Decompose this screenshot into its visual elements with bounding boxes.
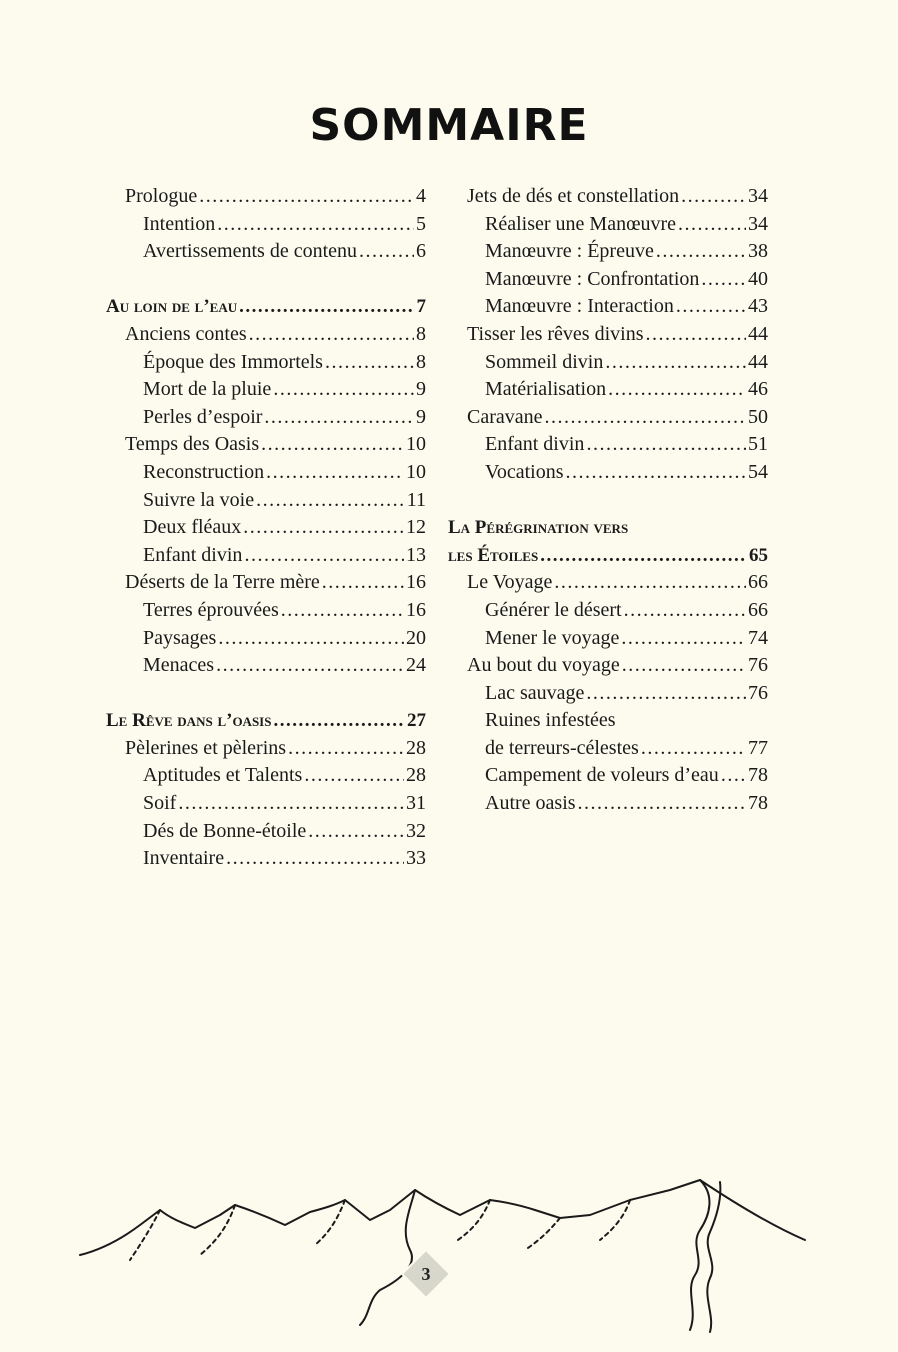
dot-leader [325,349,414,377]
toc-entry-page: 12 [406,516,426,539]
toc-entry-label: Avertissements de contenu [143,240,358,263]
toc-entry-page: 54 [748,460,768,483]
toc-entry[interactable] [448,321,768,349]
toc-entry-label: Autre oasis [485,792,576,815]
toc-entry[interactable] [106,625,426,653]
toc-entry-page: 7 [416,296,426,318]
toc-entry[interactable] [448,211,768,239]
toc-entry-page: 9 [416,378,426,401]
toc-entry-label: Le Voyage [467,571,553,594]
toc-entry-label: Mort de la pluie [143,378,272,401]
toc-entry-page: 44 [748,322,768,345]
toc-entry-label: Temps des Oasis [125,433,260,456]
toc-entry-page: 5 [416,212,426,235]
toc-entry-page: 11 [406,488,426,511]
dot-leader [566,459,746,487]
toc-entry[interactable] [448,266,768,294]
toc-entry-label: Anciens contes [125,322,247,345]
dot-leader [608,376,746,404]
toc-entry[interactable] [448,183,768,211]
toc-entry-page: 74 [748,626,768,649]
toc-entry-page: 66 [748,571,768,594]
dot-leader [256,487,405,515]
toc-entry-label: Paysages [143,626,217,649]
toc-entry[interactable] [106,514,426,542]
toc-entry-page: 13 [406,543,426,566]
dot-leader [554,569,746,597]
toc-entry[interactable] [448,625,768,653]
dot-leader [359,238,414,266]
toc-entry[interactable] [448,680,768,708]
toc-entry[interactable] [106,818,426,846]
dot-leader [281,597,404,625]
dot-leader [578,790,746,818]
toc-entry-page: 10 [406,433,426,456]
toc-entry-label: Manœuvre : Interaction [485,295,674,318]
dot-leader [322,569,404,597]
toc-entry-page: 43 [748,295,768,318]
dot-leader [545,404,746,432]
toc-entry[interactable] [448,238,768,266]
dot-leader [622,652,746,680]
toc-entry-page: 76 [748,681,768,704]
dot-leader [308,818,404,846]
toc-entry-page: 33 [406,847,426,870]
toc-entry[interactable] [448,597,768,625]
toc-entry-label: de terreurs-célestes [485,736,639,759]
dot-leader [645,321,746,349]
toc-entry-label: Vocations [485,460,564,483]
dot-leader [678,211,746,239]
dot-leader [605,349,746,377]
toc-entry-label: La Pérégrination vers [448,517,629,539]
toc-entry-page: 46 [748,378,768,401]
toc-entry-label: Déserts de la Terre mère [125,571,320,594]
dot-leader [624,597,746,625]
dot-leader [681,183,746,211]
toc-entry-label: Époque des Immortels [143,350,323,373]
dot-leader [217,211,414,239]
toc-entry[interactable] [448,652,768,680]
toc-entry-label: Sommeil divin [485,350,604,373]
toc-entry-page: 78 [748,792,768,815]
toc-entry-page: 38 [748,240,768,263]
dot-leader [249,321,414,349]
toc-entry[interactable] [106,459,426,487]
toc-entry[interactable] [106,431,426,459]
dot-leader [244,542,404,570]
page-title: SOMMAIRE [309,100,589,151]
dot-leader [264,404,414,432]
toc-entry-label: Deux fléaux [143,516,242,539]
toc-entry-page: 28 [406,736,426,759]
toc-entry[interactable] [448,762,768,790]
toc-entry[interactable] [448,404,768,432]
toc-entry-label: les Étoiles [448,544,539,566]
toc-entry-page: 16 [406,571,426,594]
toc-entry-page: 28 [406,764,426,787]
toc-entry[interactable] [106,542,426,570]
dot-leader [199,183,414,211]
toc-entry-page: 76 [748,654,768,677]
toc-entry[interactable] [106,735,426,763]
toc-entry-label: Soif [143,792,177,815]
toc-entry[interactable] [448,735,768,763]
toc-spacer [106,266,426,294]
toc-entry-page: 4 [416,185,426,207]
dot-leader [540,542,747,570]
dot-leader [304,762,404,790]
dot-leader [226,845,404,873]
toc-entry[interactable] [448,431,768,459]
toc-entry[interactable] [106,569,426,597]
toc-entry-label: Menaces [143,654,215,677]
toc-entry[interactable] [106,487,426,515]
toc-entry-label: Campement de voleurs d’eau [485,764,719,787]
toc-entry-label: Au bout du voyage [467,654,620,677]
toc-entry[interactable] [448,707,768,735]
toc-entry-page: 9 [416,405,426,428]
toc-entry[interactable] [106,376,426,404]
toc-entry-label: Dés de Bonne-étoile [143,819,307,842]
dot-leader [273,376,414,404]
toc-entry-label: Mener le voyage [485,626,620,649]
toc-entry-label: Reconstruction [143,460,265,483]
toc-entry-label: Réaliser une Manœuvre [485,212,677,235]
toc-entry-page: 51 [748,433,768,456]
toc-entry[interactable] [106,652,426,680]
toc-entry-page: 78 [748,764,768,787]
toc-entry[interactable] [106,404,426,432]
dot-leader [586,431,746,459]
toc-entry[interactable] [106,790,426,818]
toc-entry-label: Le Rêve dans l’oasis [106,710,272,732]
toc-section-heading[interactable] [448,514,768,542]
toc-entry-page: 32 [406,819,426,842]
toc-entry-label: Inventaire [143,847,225,870]
dot-leader [586,680,746,708]
toc-entry-label: Enfant divin [143,543,243,566]
toc-spacer [106,680,426,708]
dot-leader [273,707,405,735]
toc-entry-label: Caravane [467,405,543,428]
dot-leader [701,266,746,294]
toc-entry[interactable] [106,349,426,377]
toc-entry[interactable] [106,211,426,239]
toc-entry-page: 8 [416,350,426,373]
toc-entry[interactable] [106,845,426,873]
page-number: 3 [421,1264,431,1284]
dot-leader [641,735,746,763]
dot-leader [261,431,404,459]
toc-entry-page: 65 [749,544,768,566]
toc-entry-label: Terres éprouvées [143,598,279,621]
toc-section-heading[interactable] [106,707,426,735]
toc-entry[interactable] [448,569,768,597]
toc-spacer [448,487,768,515]
dot-leader [178,790,404,818]
toc-entry-page: 40 [748,267,768,290]
toc-column-right [448,183,768,818]
toc-entry-page: 44 [748,350,768,373]
dot-leader [676,293,746,321]
toc-entry[interactable] [106,597,426,625]
dot-leader [216,652,404,680]
toc-entry-label: Enfant divin [485,433,585,456]
toc-entry-label: Suivre la voie [143,488,255,511]
toc-entry-label: Générer le désert [485,598,622,621]
dot-leader [266,459,404,487]
toc-entry[interactable] [106,762,426,790]
toc-entry-page: 24 [406,654,426,677]
toc-entry-label: Intention [143,212,216,235]
toc-entry-page: 10 [406,460,426,483]
toc-entry-label: Manœuvre : Confrontation [485,267,700,290]
toc-column-left [106,183,426,873]
dot-leader [239,293,414,321]
dot-leader [656,238,746,266]
toc-entry-label: Jets de dés et constellation [467,185,680,207]
dot-leader [721,762,746,790]
toc-entry[interactable] [106,321,426,349]
toc-entry-label: Perles d’espoir [143,405,263,428]
toc-entry[interactable] [448,376,768,404]
toc-section-heading[interactable] [106,293,426,321]
toc-entry-page: 16 [406,598,426,621]
toc-section-heading[interactable] [448,542,768,570]
toc-entry-page: 6 [416,240,426,263]
dot-leader [288,735,404,763]
toc-entry[interactable] [448,459,768,487]
dot-leader [243,514,404,542]
toc-entry-page: 8 [416,322,426,345]
toc-entry-page: 34 [748,185,768,207]
dot-leader [621,625,746,653]
toc-entry-page: 20 [406,626,426,649]
toc-entry-page: 66 [748,598,768,621]
dot-leader [218,625,404,653]
toc-entry-label: Au loin de l’eau [106,296,238,318]
toc-entry-page: 50 [748,405,768,428]
toc-entry-label: Manœuvre : Épreuve [485,240,654,263]
toc-entry-label: Lac sauvage [485,681,585,704]
toc-entry[interactable] [448,790,768,818]
toc-entry-page: 77 [748,736,768,759]
toc-entry-page: 34 [748,212,768,235]
toc-entry[interactable] [448,293,768,321]
toc-entry[interactable] [106,183,426,211]
toc-entry-page: 27 [407,710,426,732]
toc-entry-label: Matérialisation [485,378,607,401]
toc-entry-label: Prologue [125,185,198,207]
toc-entry[interactable] [448,349,768,377]
toc-entry-label: Aptitudes et Talents [143,764,303,787]
toc-entry-page: 31 [406,792,426,815]
toc-entry-label: Ruines infestées [485,709,616,732]
toc-entry-label: Pèlerines et pèlerins [125,736,287,759]
toc-entry-label: Tisser les rêves divins [467,322,644,345]
toc-entry[interactable] [106,238,426,266]
